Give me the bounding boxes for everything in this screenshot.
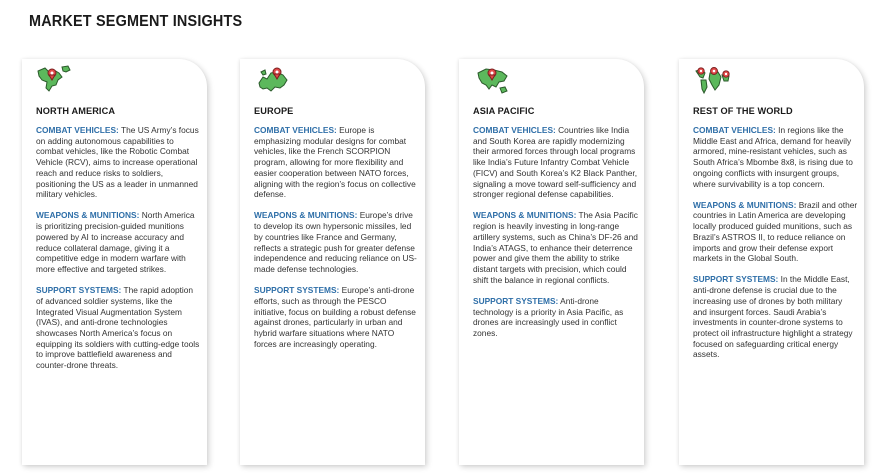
region-card-rest-of-the-world xyxy=(679,59,864,465)
section-label: WEAPONS & MUNITIONS: xyxy=(36,210,140,221)
section-label: SUPPORT SYSTEMS: xyxy=(473,295,559,306)
section-text: Countries like India and South Korea are rapidly modernizing their armored forces through local programs like India’s Future Infantry Combat Vehicle (FICV) and South Korea’s K2 Black Panther, signaling a move toward self-sufficiency and stronger regional defense capabilities. xyxy=(473,125,638,200)
section-label: SUPPORT SYSTEMS: xyxy=(36,285,122,296)
region-name: REST OF THE WORLD xyxy=(693,106,793,116)
support-systems-section xyxy=(693,274,858,360)
section-label: COMBAT VEHICLES: xyxy=(36,125,119,135)
support-systems-section xyxy=(254,285,419,349)
support-systems-section xyxy=(36,285,201,371)
section-text: The Asia Pacific region is heavily investing in long-range artillery systems, such as China’s DF-26 and India’s ATAGS, to enhance their deterrence power and give them the ability to strike distant targets with precision, which could shift the balance in regional conflicts. xyxy=(473,210,638,285)
weapons-munitions-section xyxy=(254,210,419,274)
section-label: COMBAT VEHICLES: xyxy=(473,125,556,135)
section-label: WEAPONS & MUNITIONS: xyxy=(473,210,577,221)
combat-vehicles-section xyxy=(36,125,201,200)
region-content xyxy=(693,125,858,371)
region-name: EUROPE xyxy=(254,106,294,116)
weapons-munitions-section xyxy=(473,210,638,285)
section-text: Anti-drone technology is a priority in Asia Pacific, as drones are increasingly used in conflict zones. xyxy=(473,295,624,338)
section-text: Europe’s drive to develop its own hypersonic missiles, led by countries like France and Germany, reflects a strategic push for greater defense independence and reducing reliance on US-made defense technologies. xyxy=(254,210,417,274)
section-text: In regions like the Middle East and Africa, demand for heavily armored, mine-resistant vehicles, such as South Africa’s Mbombe 8x8, is rising due to ongoing conflicts with insurgent groups, where survivability is a top concern. xyxy=(693,125,853,189)
section-label: SUPPORT SYSTEMS: xyxy=(254,285,340,296)
section-label: COMBAT VEHICLES: xyxy=(693,125,776,135)
support-systems-section xyxy=(473,296,638,339)
asia-pacific-map-icon xyxy=(472,63,514,97)
weapons-munitions-section xyxy=(693,200,858,264)
rest-of-world-map-icon xyxy=(692,63,734,97)
region-card-north-america xyxy=(22,59,207,465)
combat-vehicles-section xyxy=(693,125,858,189)
combat-vehicles-section xyxy=(254,125,419,200)
section-text: Brazil and other countries in Latin America are developing locally produced guided munitions, such as Brazil’s ASTROS II, to reduce reliance on imports and grow their defense export markets in the Global South. xyxy=(693,199,858,264)
section-text: The rapid adoption of advanced soldier systems, like the Integrated Visual Augmentation System (IVAS), and anti-drone technologies showcases North America’s focus on equipping its soldiers with cutting-edge tools to improve battlefield awareness and counter-drone threats. xyxy=(36,285,200,371)
region-name: ASIA PACIFIC xyxy=(473,106,535,116)
weapons-munitions-section xyxy=(36,210,201,274)
section-label: COMBAT VEHICLES: xyxy=(254,125,337,135)
combat-vehicles-section xyxy=(473,125,638,200)
section-text: The US Army’s focus on adding autonomous capabilities to combat vehicles, like the Robotic Combat Vehicle (RCV), aims to increase operational reach and reduce risks to soldiers, positioning the US as a leader in unmanned military vehicles. xyxy=(36,125,199,200)
north-america-map-icon xyxy=(35,63,77,97)
page-title: MARKET SEGMENT INSIGHTS xyxy=(29,13,243,30)
section-text: Europe’s anti-drone efforts, such as through the PESCO initiative, focus on building a robust defense against drones, particularly in urban and hybrid warfare situations where NATO forces are increasingly operating. xyxy=(254,285,416,349)
section-text: North America is prioritizing precision-guided munitions powered by AI to increase accuracy and reduce collateral damage, giving it a competitive edge in modern warfare with more effective and targeted strikes. xyxy=(36,210,195,274)
section-label: SUPPORT SYSTEMS: xyxy=(693,274,779,285)
region-card-europe xyxy=(240,59,425,465)
section-label: WEAPONS & MUNITIONS: xyxy=(693,199,797,210)
section-text: Europe is emphasizing modular designs for combat vehicles, like the French SCORPION program, allowing for more flexibility and easier cooperation between NATO forces, aligning with the region’s focus on collective defense. xyxy=(254,125,416,200)
europe-map-icon xyxy=(253,63,295,97)
section-label: WEAPONS & MUNITIONS: xyxy=(254,210,358,221)
region-content xyxy=(36,125,201,381)
region-name: NORTH AMERICA xyxy=(36,106,116,116)
region-content xyxy=(473,125,638,349)
region-content xyxy=(254,125,419,360)
region-card-asia-pacific xyxy=(459,59,644,465)
section-text: In the Middle East, anti-drone defense is crucial due to the increasing use of drones by both military and insurgent forces. Saudi Arabia’s investments in counter-drone systems to protect oil infrastructure highlight a strategy focused on safeguarding critical energy assets. xyxy=(693,274,853,360)
